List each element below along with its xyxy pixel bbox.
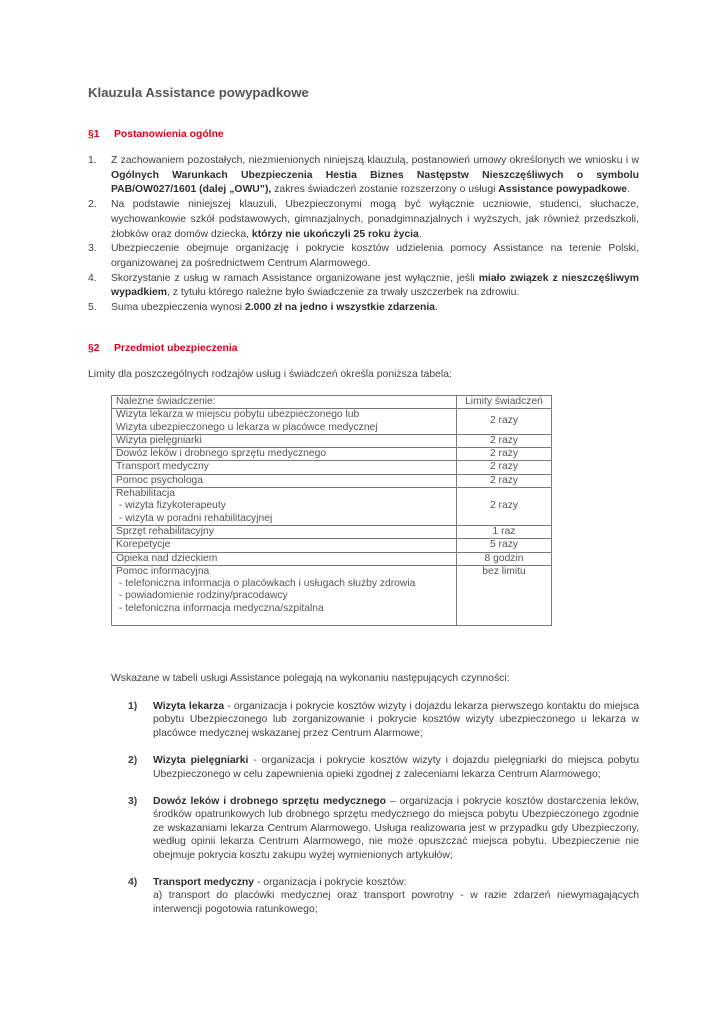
provision-bold-text: miało związek z nieszczęśliwym wypadkiem <box>111 272 640 299</box>
limit-cell: 8 godzin <box>457 552 552 565</box>
limit-cell: 5 razy <box>457 539 552 552</box>
service-description: - organizacja i pokrycie kosztów wizyty i dojazdu pielęgniarki do miejsca pobytu Ubezpieczonego w celu zapewnienia opieki zgodnej z zaleceniami lekarza Centrum Alarmowego; <box>153 755 640 780</box>
table-header-row <box>112 396 552 409</box>
provision-bold-text: którzy nie ukończyli 25 roku życia <box>251 228 419 240</box>
provision-text: . <box>435 302 438 314</box>
table-intro: Limity dla poszczególnych rodzajów usług i świadczeń określa poniższa tabela: <box>88 369 452 380</box>
provision-text: , z tytułu którego należne było świadczenie za trwały uszczerbek na zdrowiu. <box>167 287 520 299</box>
table-row <box>112 525 552 538</box>
service-item <box>111 795 639 862</box>
services-list <box>111 700 639 930</box>
header-limit: Limity świadczeń <box>457 396 552 409</box>
service-number: 2) <box>128 755 138 767</box>
service-line: Wizyta ubezpieczonego u lekarza w placówce medycznej <box>116 421 378 433</box>
provision-item <box>88 154 639 198</box>
provision-text: Suma ubezpieczenia wynosi <box>111 302 245 314</box>
service-cell: Transport medyczny <box>112 461 457 474</box>
provision-text: . <box>627 184 630 196</box>
table-row <box>112 539 552 552</box>
section-2-number: §2 <box>88 343 100 354</box>
service-item <box>111 700 639 740</box>
service-cell <box>112 488 457 526</box>
service-cell: Korepetycje <box>112 539 457 552</box>
service-subitem: a) transport do placówki medycznej oraz transport powrotny - w razie zdarzeń niewymagających interwencji pogotowia ratunkowego; <box>153 890 639 915</box>
provision-bold-text: Assistance powypadkowe <box>498 184 628 196</box>
provision-number: 2. <box>88 199 97 211</box>
provision-text: zakres świadczeń zostanie rozszerzony o usługi <box>271 184 499 196</box>
service-description: – organizacja i pokrycie kosztów dostarczenia leków, środków opatrunkowych lub drobnego sprzętu medycznego do miejsca pobytu Ubezpieczonego zgodnie ze wskazaniami lekarza Centrum Alarmowego. Usługa realizowana jest w przypadku gdy Ubezpieczony, według opinii lekarza Centrum Alarmowego, nie może opuszczać miejsca pobytu. Ubezpieczenie nie obejmuje pokrycia kosztu zakupu wyżej wymienionych artykułów; <box>153 796 640 861</box>
document-title: Klauzula Assistance powypadkowe <box>88 85 309 100</box>
service-line: Rehabilitacja <box>116 488 175 500</box>
table-row <box>112 488 552 526</box>
limit-cell: 2 razy <box>457 409 552 435</box>
service-title: Wizyta lekarza <box>153 701 225 712</box>
service-item <box>111 754 639 781</box>
services-intro: Wskazane w tabeli usługi Assistance polegają na wykonaniu następujących czynności: <box>111 673 510 684</box>
provision-text: Z zachowaniem pozostałych, niezmienionych niniejszą klauzulą, postanowień umowy określonych we wniosku i w <box>111 155 639 166</box>
service-line: Pomoc informacyjna <box>116 565 210 577</box>
service-description: - organizacja i pokrycie kosztów: <box>254 877 407 889</box>
provision-number: 3. <box>88 243 97 255</box>
limit-cell: 2 razy <box>457 461 552 474</box>
header-service: Należne świadczenie: <box>112 396 457 409</box>
limits-table <box>111 395 552 626</box>
limit-cell: bez limitu <box>457 565 552 625</box>
limit-cell: 2 razy <box>457 434 552 447</box>
general-provisions-list <box>88 154 639 316</box>
table-row <box>112 448 552 461</box>
provision-item <box>88 272 639 301</box>
service-cell <box>112 565 457 625</box>
table-row <box>112 565 552 625</box>
service-title: Transport medyczny <box>153 877 255 889</box>
section-2-heading <box>88 343 238 354</box>
service-title: Dowóz leków i drobnego sprzętu medycznego <box>153 796 386 808</box>
service-cell <box>112 409 457 435</box>
table-row <box>112 461 552 474</box>
provision-text: Na podstawie niniejszej klauzuli, Ubezpieczonymi mogą być wyłącznie uczniowie, studenci, słuchacze, wychowankowie szkół podstawowych, gimnazjalnych, ponadgimnazjalnych i wyższych, jak również przedszkoli, żłobków oraz domów dziecka, <box>111 199 639 240</box>
service-cell: Sprzęt rehabilitacyjny <box>112 525 457 538</box>
service-item <box>111 876 639 916</box>
service-line: - wizyta fizykoterapeuty <box>116 500 226 512</box>
provision-number: 1. <box>88 155 97 166</box>
provision-item <box>88 301 639 316</box>
limit-cell: 2 razy <box>457 448 552 461</box>
provision-bold-text: Ogólnych Warunkach Ubezpieczenia Hestia Biznes Następstw Nieszczęśliwych o symbolu PAB/OW027/1601 (dalej „OWU”), <box>111 169 639 196</box>
limit-cell: 1 raz <box>457 525 552 538</box>
provision-bold-text: 2.000 zł na jedno i wszystkie zdarzenia <box>245 302 435 314</box>
table-row <box>112 474 552 487</box>
service-number: 4) <box>128 877 138 889</box>
limit-cell: 2 razy <box>457 488 552 526</box>
service-line: - powiadomienie rodziny/pracodawcy <box>116 590 288 602</box>
provision-number: 5. <box>88 302 97 314</box>
service-cell: Dowóz leków i drobnego sprzętu medycznego <box>112 448 457 461</box>
service-number: 1) <box>128 701 138 712</box>
table-row <box>112 434 552 447</box>
service-cell: Pomoc psychologa <box>112 474 457 487</box>
section-1-title: Postanowienia ogólne <box>114 129 224 140</box>
provision-text: Ubezpieczenie obejmuje organizację i pokrycie kosztów udzielenia pomocy Assistance na terenie Polski, organizowanej za pośrednictwem Centrum Alarmowego. <box>111 243 639 269</box>
limit-cell: 2 razy <box>457 474 552 487</box>
provision-text: . <box>418 228 422 240</box>
service-line: - telefoniczna informacja medyczna/szpitalna <box>116 602 324 614</box>
provision-number: 4. <box>88 272 97 284</box>
service-line: - wizyta w poradni rehabilitacyjnej <box>116 512 273 524</box>
section-1-number: §1 <box>88 129 100 140</box>
service-cell: Wizyta pielęgniarki <box>112 434 457 447</box>
section-2-title: Przedmiot ubezpieczenia <box>114 343 238 354</box>
table-row <box>112 552 552 565</box>
service-line: - telefoniczna informacja o placówkach i usługach służby zdrowia <box>116 578 416 590</box>
service-line: Wizyta lekarza w miejscu pobytu ubezpieczonego lub <box>116 409 360 421</box>
provision-item <box>88 242 639 271</box>
provision-text: Skorzystanie z usług w ramach Assistance organizowane jest wyłącznie, jeśli <box>111 272 479 284</box>
section-1-heading <box>88 129 224 140</box>
service-description: - organizacja i pokrycie kosztów wizyty i dojazdu lekarza pierwszego kontaktu do miejsca pobytu Ubezpieczonego lub zorganizowanie i pokrycie kosztów wizyty ubezpieczonego u lekarza w placówce medycznej wskazanej przez Centrum Alarmowe; <box>153 701 639 739</box>
service-number: 3) <box>128 796 138 808</box>
service-title: Wizyta pielęgniarki <box>153 755 249 767</box>
provision-item <box>88 198 639 242</box>
service-cell: Opieka nad dzieckiem <box>112 552 457 565</box>
table-row <box>112 409 552 435</box>
